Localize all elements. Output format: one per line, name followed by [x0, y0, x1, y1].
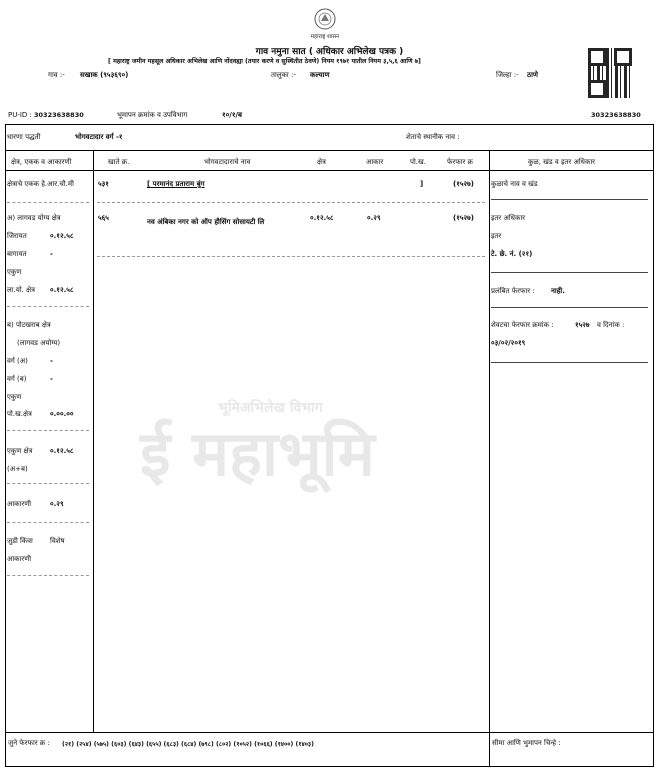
col-khata-header: खाते क्र.	[108, 158, 130, 166]
row2-ferfar[interactable]: (१५२७)	[453, 214, 474, 222]
a-cultivable-label: अ) लागवड योग्य क्षेत्र	[7, 214, 61, 222]
varga-b-value: -	[50, 375, 53, 383]
col-rights-header: कुळ, खंड व इतर अधिकार	[528, 158, 595, 166]
last-ferfar-and: व दिनांक :	[597, 321, 625, 329]
village-label: गाव :-	[48, 71, 65, 79]
total-area-sub: (अ+ब)	[7, 465, 28, 473]
kul-label: कुळाचे नाव व खंड	[491, 180, 538, 188]
taluka-value: कल्याण	[310, 71, 330, 79]
page-subtitle: [ महाराष्ट्र जमीन महसूल अधिकार अभिलेख आणि नोंदवह्या (तयार करणे व सुस्थितीत ठेवणे) नियम १९७१ यातील नियम ३,५,६ आणि ७]	[108, 58, 421, 65]
col-akar-header: आकार	[366, 158, 384, 166]
total-area-label: एकुण क्षेत्र	[7, 447, 33, 455]
col-name-header: भोगवटादाराचे नाव	[204, 158, 251, 166]
varga-a-label: वर्ग (अ)	[7, 357, 28, 365]
state-emblem-icon	[314, 8, 336, 30]
b-sub-label: (लागवड अयोग्य)	[17, 339, 61, 347]
col-ferfar-header: फेरफार क्र	[447, 158, 473, 166]
lay-value: ०.१२.५८	[50, 286, 74, 294]
col-kshetra-header: क्षेत्र	[317, 158, 326, 166]
holding-value: भोगवटादार वर्ग -१	[75, 133, 123, 141]
last-ferfar-date: ०३/०२/२०१९	[491, 339, 526, 347]
right-id: 30323638830	[591, 111, 641, 119]
boundary-label: सीमा आणि भुमापन चिन्हे :	[492, 739, 561, 747]
watermark-big: ई महाभूमि	[140, 417, 375, 490]
jirayat-value: ०.१२.५८	[50, 232, 74, 240]
last-ferfar-number[interactable]: १५२७	[575, 321, 590, 329]
ekun2-label: एकुण	[7, 393, 22, 401]
jirayat-label: जिरायत	[7, 232, 27, 240]
holding-label: धारणा पद्धती	[7, 133, 41, 141]
row1-close-bracket: ]	[420, 180, 424, 188]
page-title: गाव नमुना सात ( अधिकार अभिलेख पत्रक )	[255, 47, 404, 57]
varga-b-label: वर्ग (ब)	[7, 375, 27, 383]
survey-label: भूमापन क्रमांक व उपविभाग	[117, 111, 188, 119]
row1-khata: ५३१	[98, 180, 109, 188]
unit-label: क्षेत्राचे एकक हे.आर.चौ.मी	[7, 180, 74, 188]
bagayat-label: बागायत	[7, 250, 27, 258]
b-uncultivable-label: ब) पोटखराब क्षेत्र	[7, 321, 51, 329]
pending-ferfar-label: प्रलंबित फेरफार :	[491, 287, 535, 295]
state-label: महाराष्ट्र शासन	[310, 34, 340, 40]
row2-khata: ५६५	[98, 214, 109, 222]
district-label: जिल्हा :-	[496, 71, 519, 79]
old-ferfar-label: जुने फेरफार क्र :	[8, 739, 50, 747]
judi-label: जुडी किंवा	[7, 537, 33, 545]
row2-kshetra: ०.१२.५८	[310, 214, 334, 222]
akarani-label: आकारणी	[7, 500, 32, 508]
lay-label: ला.यो. क्षेत्र	[7, 286, 35, 294]
qr-code	[588, 48, 632, 98]
col-pokh-header: पो.ख.	[410, 158, 426, 166]
survey-value: १०/१/ब	[222, 111, 243, 119]
bagayat-value: -	[50, 250, 53, 258]
village-value: सखाक (९५३६९०)	[80, 71, 129, 79]
itar-value[interactable]: टे. छे. नं. (२१)	[491, 250, 533, 258]
row1-ferfar[interactable]: (१५२७)	[453, 180, 474, 188]
vishesh-label: विशेष	[50, 537, 65, 545]
pokh-area-value: ०.००.००	[50, 410, 74, 418]
row1-owner-name[interactable]: [ परमानंद प्रताराम बुंग	[147, 180, 205, 188]
puid-label: PU-ID :	[8, 111, 32, 119]
total-area-value: ०.१२.५८	[50, 447, 74, 455]
pokh-area-label: पो.ख.क्षेत्र	[7, 410, 32, 418]
itar-label: इतर	[491, 232, 502, 240]
ekun-label: एकुण	[7, 268, 22, 276]
row2-akar: ०.२९	[367, 214, 381, 222]
taluka-label: तालुका :-	[271, 71, 296, 79]
akarani-value: ०.२९	[50, 500, 64, 508]
watermark-small: भूमिअभिलेख विभाग	[218, 400, 323, 416]
row2-owner-name[interactable]: नव अंबिका नगर को ऑप हौसिंग सोसायटी लि	[147, 218, 265, 226]
puid-value: 30323638830	[34, 111, 84, 119]
varga-a-value: -	[50, 357, 53, 365]
akarani2-label: आकारणी	[7, 555, 32, 563]
local-name-label: शेताचे स्थानीक नाव :	[406, 133, 460, 141]
itar-heading: इतर अधिकार	[491, 214, 526, 222]
col-area-header: क्षेत्र, एकक व आकारणी	[11, 158, 72, 166]
district-value: ठाणे	[527, 71, 538, 79]
pending-ferfar-value: नाही.	[551, 287, 565, 295]
last-ferfar-label: शेवटचा फेरफार क्रमांक :	[491, 321, 554, 329]
old-ferfar-list[interactable]: (२१) (२५४) (५७५) (६०३) (६४३) (६५५) (६८३) (६८४) (७९८) (८०२) (१०५२) (१०६६) (१४००) (१४०३)	[62, 741, 314, 748]
